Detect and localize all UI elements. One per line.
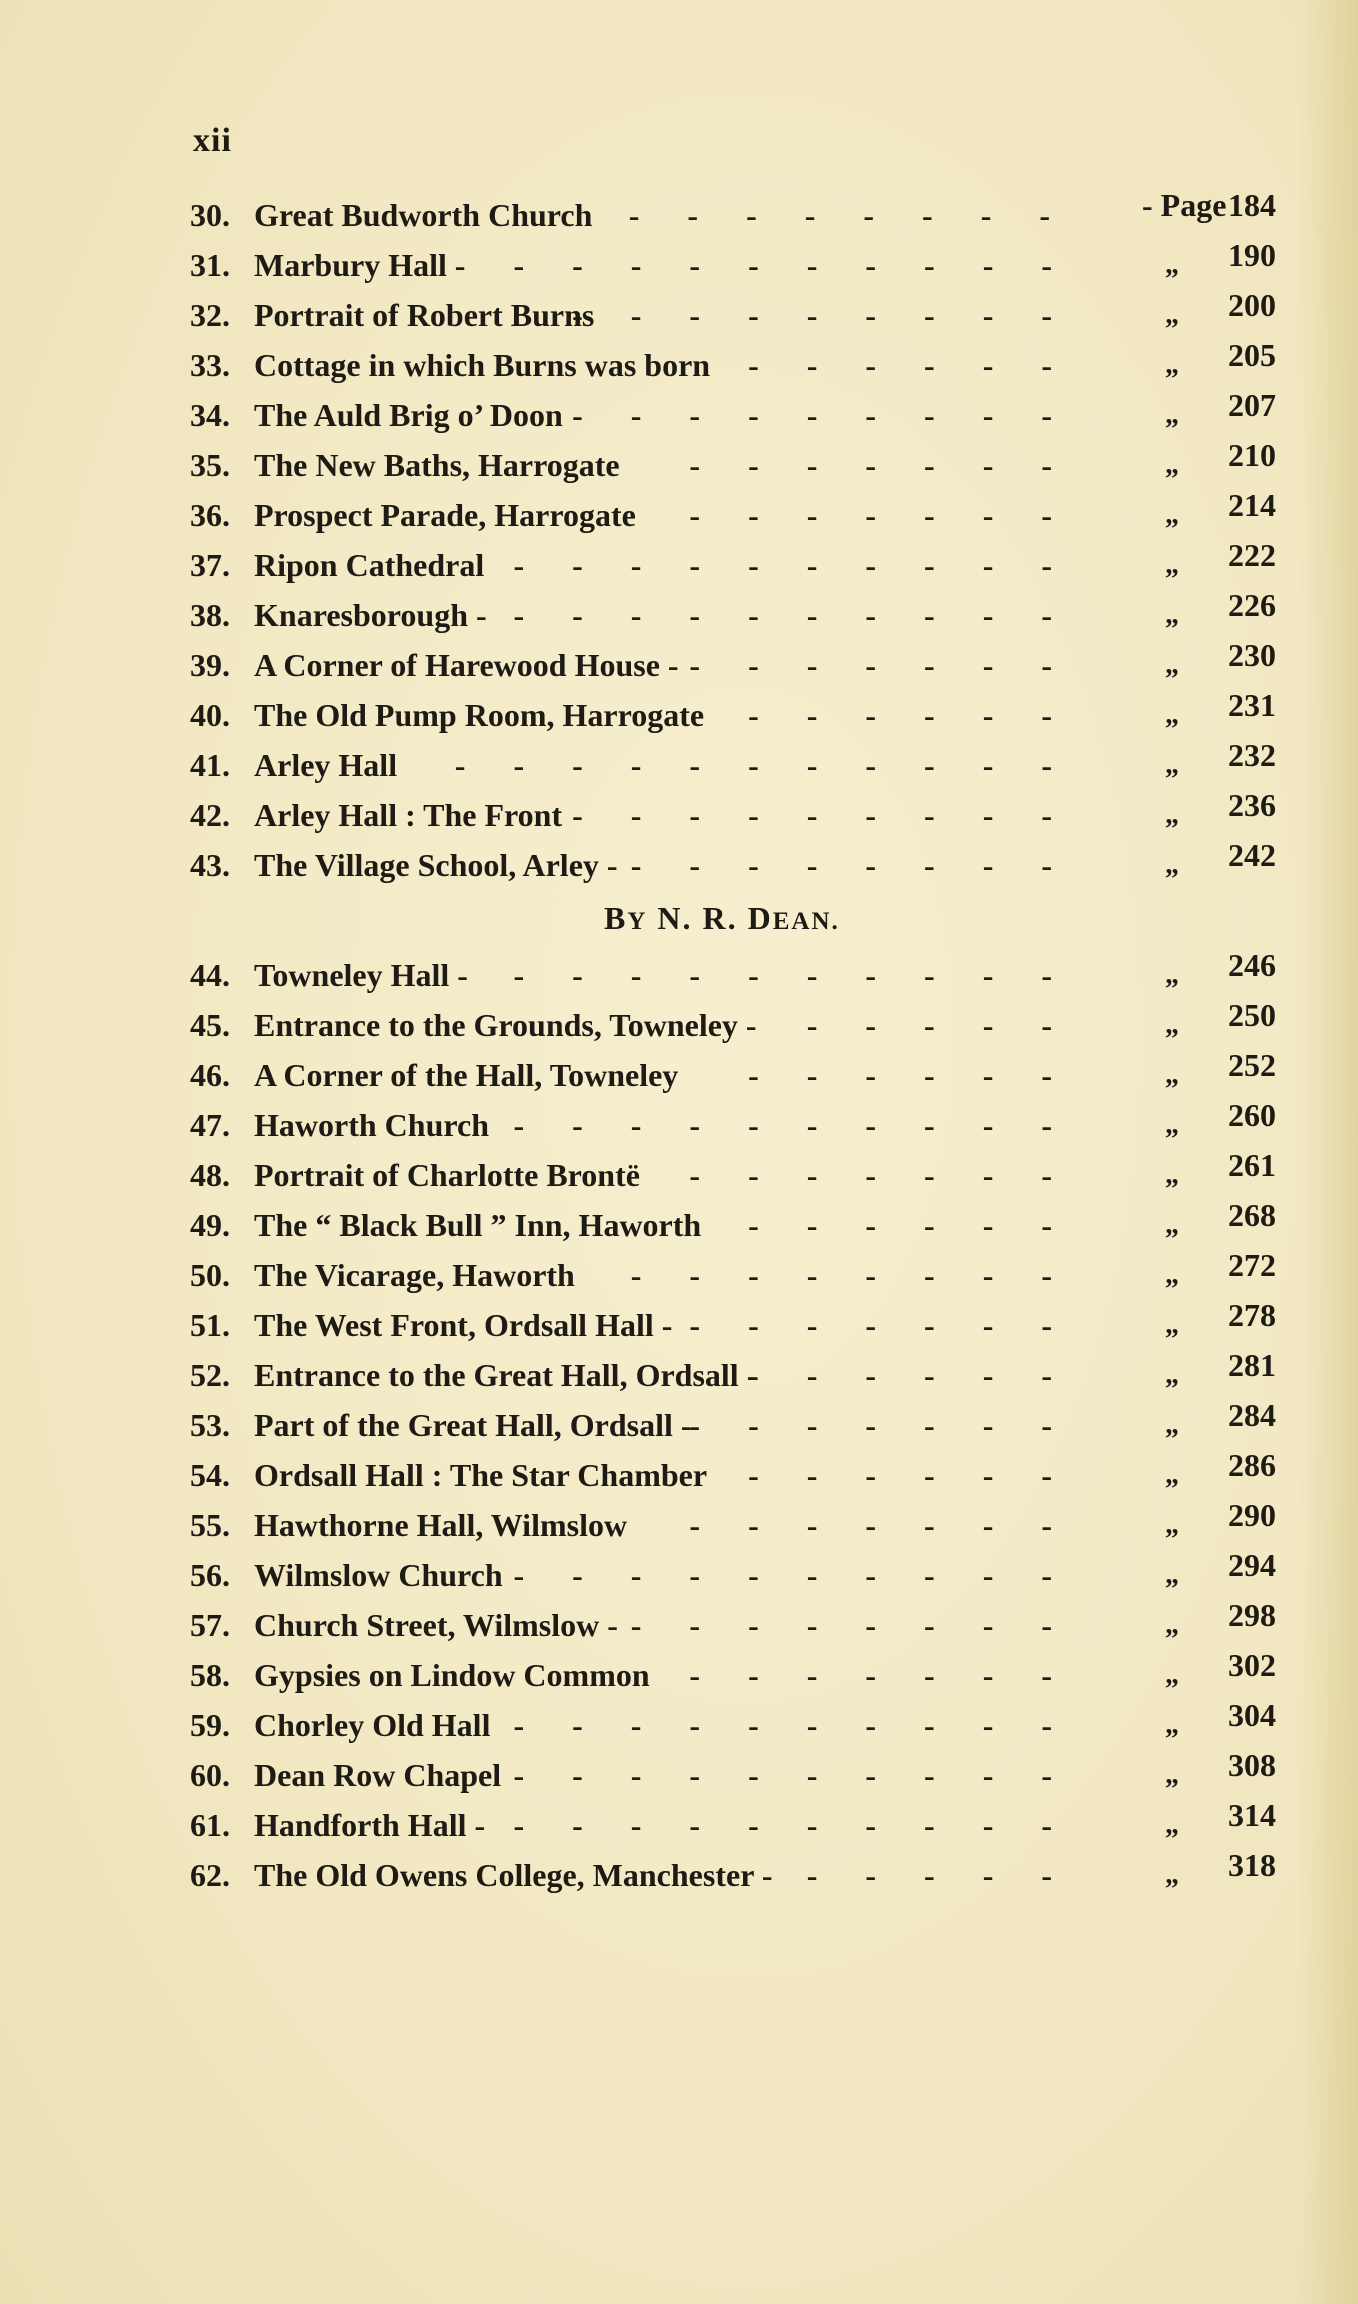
dot-leader: - - - - - - bbox=[748, 1057, 1072, 1093]
heading-by-rest: Y bbox=[627, 908, 648, 935]
list-item bbox=[190, 287, 1290, 340]
entry-number: 43. bbox=[190, 847, 230, 883]
entry-number: 49. bbox=[190, 1207, 230, 1243]
ditto-mark: „ bbox=[1165, 1509, 1179, 1540]
ditto-mark: „ bbox=[1165, 499, 1179, 530]
entry-title: The Old Pump Room, Harrogate bbox=[254, 697, 705, 733]
entry-title: Church Street, Wilmslow - bbox=[254, 1607, 618, 1643]
dot-leader: - - - - - - bbox=[748, 1357, 1072, 1393]
ditto-mark: „ bbox=[1165, 1559, 1179, 1590]
ditto-mark: „ bbox=[1165, 249, 1179, 280]
dot-leader: - - - - - - - - bbox=[630, 1257, 1072, 1293]
entry-page: 246 bbox=[1228, 947, 1276, 983]
entry-number: 54. bbox=[190, 1457, 230, 1493]
entry-page: 284 bbox=[1228, 1397, 1276, 1433]
list-item bbox=[190, 387, 1290, 440]
entry-number: 50. bbox=[190, 1257, 230, 1293]
dot-leader: - - - - - - - - - bbox=[572, 797, 1072, 833]
entry-number: 52. bbox=[190, 1357, 230, 1393]
list-item bbox=[190, 1097, 1290, 1150]
list-item bbox=[190, 1397, 1290, 1450]
entry-title: Portrait of Robert Burns bbox=[254, 297, 595, 333]
entry-page: 190 bbox=[1228, 237, 1276, 273]
entry-title: Knaresborough - bbox=[254, 597, 487, 633]
entry-page: 214 bbox=[1228, 487, 1276, 523]
ditto-mark: „ bbox=[1165, 1709, 1179, 1740]
section-heading bbox=[604, 900, 840, 937]
dot-leader: - - - - - - - - - - bbox=[513, 1757, 1072, 1793]
dot-leader: - - - - - - - - bbox=[630, 847, 1072, 883]
entry-number: 55. bbox=[190, 1507, 230, 1543]
ditto-mark: „ bbox=[1165, 1459, 1179, 1490]
ditto-mark: „ bbox=[1165, 549, 1179, 580]
ditto-mark: „ bbox=[1165, 1059, 1179, 1090]
dot-leader: - - - - - - - - - bbox=[572, 397, 1072, 433]
ditto-mark: „ bbox=[1165, 1109, 1179, 1140]
heading-name-rest: EAN. bbox=[772, 908, 840, 935]
dot-leader: - - - - - - - bbox=[689, 1507, 1072, 1543]
dot-leader: - - - - - - - bbox=[689, 1407, 1072, 1443]
entry-page: 232 bbox=[1228, 737, 1276, 773]
entry-title: Towneley Hall - bbox=[254, 957, 468, 993]
entry-page: 304 bbox=[1228, 1697, 1276, 1733]
list-item bbox=[190, 837, 1290, 890]
entry-title: The Village School, Arley - bbox=[254, 847, 618, 883]
entry-title: Marbury Hall bbox=[254, 247, 447, 283]
ditto-mark: „ bbox=[1165, 1359, 1179, 1390]
entry-number: 62. bbox=[190, 1857, 230, 1893]
entry-number: 48. bbox=[190, 1157, 230, 1193]
heading-initials: N. R. bbox=[657, 900, 738, 936]
ditto-mark: „ bbox=[1165, 1609, 1179, 1640]
list-item bbox=[190, 537, 1290, 590]
list-item bbox=[190, 1347, 1290, 1400]
list-item bbox=[190, 437, 1290, 490]
entry-number: 32. bbox=[190, 297, 230, 333]
entry-page: 231 bbox=[1228, 687, 1276, 723]
entry-title: Ripon Cathedral bbox=[254, 547, 485, 583]
list-item bbox=[190, 687, 1290, 740]
entry-number: 33. bbox=[190, 347, 230, 383]
entry-number: 42. bbox=[190, 797, 230, 833]
dot-leader: - - - - - bbox=[806, 1007, 1072, 1043]
list-item bbox=[190, 187, 1290, 240]
entry-number: 41. bbox=[190, 747, 230, 783]
entry-title: Entrance to the Grounds, Towneley - bbox=[254, 1007, 757, 1043]
dot-leader: - - - - - bbox=[806, 1857, 1072, 1893]
list-item bbox=[190, 1797, 1290, 1850]
ditto-mark: „ bbox=[1165, 599, 1179, 630]
ditto-mark: „ bbox=[1165, 1759, 1179, 1790]
entry-title: Great Budworth Church bbox=[254, 197, 593, 233]
ditto-mark: „ bbox=[1165, 399, 1179, 430]
ditto-mark: „ bbox=[1165, 699, 1179, 730]
entry-title: The “ Black Bull ” Inn, Haworth bbox=[254, 1207, 702, 1243]
ditto-mark: „ bbox=[1165, 449, 1179, 480]
list-item bbox=[190, 637, 1290, 690]
list-item bbox=[190, 947, 1290, 1000]
entry-page: 314 bbox=[1228, 1797, 1276, 1833]
dot-leader: - - - - - - - - bbox=[628, 197, 1070, 233]
entry-page: 290 bbox=[1228, 1497, 1276, 1533]
ditto-mark: „ bbox=[1165, 959, 1179, 990]
ditto-mark: „ bbox=[1165, 299, 1179, 330]
entry-title: A Corner of the Hall, Towneley bbox=[254, 1057, 679, 1093]
dot-leader: - - - - - - - - - - - bbox=[454, 747, 1072, 783]
entry-page: 226 bbox=[1228, 587, 1276, 623]
entry-title: The Vicarage, Haworth bbox=[254, 1257, 575, 1293]
entry-title: Handforth Hall - bbox=[254, 1807, 486, 1843]
list-item bbox=[190, 1697, 1290, 1750]
entry-page: 184 bbox=[1228, 187, 1276, 223]
list-item bbox=[190, 1847, 1290, 1900]
list-item bbox=[190, 1597, 1290, 1650]
entry-number: 39. bbox=[190, 647, 230, 683]
list-item bbox=[190, 997, 1290, 1050]
entry-number: 57. bbox=[190, 1607, 230, 1643]
ditto-mark: „ bbox=[1165, 649, 1179, 680]
dot-leader: - - - - - - - bbox=[689, 647, 1072, 683]
dot-leader: - - - - - - - bbox=[689, 1307, 1072, 1343]
ditto-mark: „ bbox=[1165, 849, 1179, 880]
entry-page: 298 bbox=[1228, 1597, 1276, 1633]
list-item bbox=[190, 1297, 1290, 1350]
list-item bbox=[190, 1047, 1290, 1100]
heading-name-initial: D bbox=[747, 900, 773, 936]
entry-title: Hawthorne Hall, Wilmslow bbox=[254, 1507, 628, 1543]
dot-leader: - - - - - - bbox=[748, 1457, 1072, 1493]
entry-number: 51. bbox=[190, 1307, 230, 1343]
dot-leader: - - - - - - - - - - bbox=[513, 957, 1072, 993]
ditto-mark: „ bbox=[1165, 1259, 1179, 1290]
entry-number: 58. bbox=[190, 1657, 230, 1693]
entry-page: 222 bbox=[1228, 537, 1276, 573]
dot-leader: - - - - - - - bbox=[689, 447, 1072, 483]
entry-page: 308 bbox=[1228, 1747, 1276, 1783]
page-label: - Page bbox=[1142, 187, 1227, 223]
ditto-mark: „ bbox=[1165, 1309, 1179, 1340]
heading-by-initial: B bbox=[604, 900, 628, 936]
dot-leader: - - - - - - - - - - bbox=[513, 1707, 1072, 1743]
dot-leader: - - - - - - - bbox=[689, 1157, 1072, 1193]
entry-title: Wilmslow Church bbox=[254, 1557, 503, 1593]
entry-title: Haworth Church bbox=[254, 1107, 489, 1143]
entry-page: 318 bbox=[1228, 1847, 1276, 1883]
list-item bbox=[190, 1247, 1290, 1300]
dot-leader: - - - - - - - - - - bbox=[513, 597, 1072, 633]
entry-number: 44. bbox=[190, 957, 230, 993]
dot-leader: - - - - - - bbox=[748, 697, 1072, 733]
entry-number: 53. bbox=[190, 1407, 230, 1443]
entry-title: Ordsall Hall : The Star Chamber bbox=[254, 1457, 708, 1493]
entry-page: 294 bbox=[1228, 1547, 1276, 1583]
entry-number: 30. bbox=[190, 197, 230, 233]
dot-leader: - - - - - - - - - - bbox=[513, 547, 1072, 583]
dot-leader: - - - - - - - bbox=[689, 1657, 1072, 1693]
entry-title: Arley Hall : The Front bbox=[254, 797, 563, 833]
dot-leader: - - - - - - - - - - bbox=[513, 1107, 1072, 1143]
entry-title: The New Baths, Harrogate bbox=[254, 447, 620, 483]
entry-number: 61. bbox=[190, 1807, 230, 1843]
entry-number: 46. bbox=[190, 1057, 230, 1093]
entry-number: 45. bbox=[190, 1007, 230, 1043]
dot-leader: - - - - - - - - - bbox=[572, 297, 1072, 333]
list-item bbox=[190, 1547, 1290, 1600]
dot-leader: - - - - - - bbox=[748, 347, 1072, 383]
entry-page: 200 bbox=[1228, 287, 1276, 323]
entry-number: 59. bbox=[190, 1707, 230, 1743]
entry-title: The Auld Brig o’ Doon bbox=[254, 397, 563, 433]
entry-number: 47. bbox=[190, 1107, 230, 1143]
entry-page: 272 bbox=[1228, 1247, 1276, 1283]
entry-page: 268 bbox=[1228, 1197, 1276, 1233]
ditto-mark: „ bbox=[1165, 799, 1179, 830]
entry-page: 236 bbox=[1228, 787, 1276, 823]
entry-number: 40. bbox=[190, 697, 230, 733]
entry-page: 250 bbox=[1228, 997, 1276, 1033]
ditto-mark: „ bbox=[1165, 1809, 1179, 1840]
list-item bbox=[190, 1647, 1290, 1700]
entry-page: 261 bbox=[1228, 1147, 1276, 1183]
entry-title: The Old Owens College, Manchester - bbox=[254, 1857, 773, 1893]
dot-leader: - - - - - - - - - - bbox=[513, 1557, 1072, 1593]
ditto-mark: „ bbox=[1165, 1009, 1179, 1040]
ditto-mark: „ bbox=[1165, 1159, 1179, 1190]
spine-shadow bbox=[1298, 0, 1358, 2304]
list-item bbox=[190, 337, 1290, 390]
entry-page: 252 bbox=[1228, 1047, 1276, 1083]
entry-page: 260 bbox=[1228, 1097, 1276, 1133]
ditto-mark: „ bbox=[1165, 1859, 1179, 1890]
entry-title: Portrait of Charlotte Brontë bbox=[254, 1157, 640, 1193]
entry-title: A Corner of Harewood House - bbox=[254, 647, 679, 683]
dot-leader: - - - - - - - - - - bbox=[513, 1807, 1072, 1843]
entry-title: The West Front, Ordsall Hall - bbox=[254, 1307, 673, 1343]
list-item bbox=[190, 487, 1290, 540]
entry-title: Part of the Great Hall, Ordsall - bbox=[254, 1407, 692, 1443]
entry-page: 207 bbox=[1228, 387, 1276, 423]
list-item bbox=[190, 1197, 1290, 1250]
entry-number: 38. bbox=[190, 597, 230, 633]
dot-leader: - - - - - - - - bbox=[630, 1607, 1072, 1643]
entry-title: Dean Row Chapel bbox=[254, 1757, 502, 1793]
entry-title: Gypsies on Lindow Common bbox=[254, 1657, 650, 1693]
entry-page: 230 bbox=[1228, 637, 1276, 673]
list-item bbox=[190, 1447, 1290, 1500]
entry-page: 242 bbox=[1228, 837, 1276, 873]
entry-number: 31. bbox=[190, 247, 230, 283]
list-item bbox=[190, 1147, 1290, 1200]
dot-leader: - - - - - - - - - - - bbox=[454, 247, 1072, 283]
dot-leader: - - - - - - - bbox=[689, 497, 1072, 533]
list-item bbox=[190, 787, 1290, 840]
list-item bbox=[190, 1497, 1290, 1550]
page-number: xii bbox=[193, 122, 232, 159]
list-item bbox=[190, 587, 1290, 640]
entry-title: Cottage in which Burns was born bbox=[254, 347, 711, 383]
entry-title: Arley Hall bbox=[254, 747, 398, 783]
entry-page: 205 bbox=[1228, 337, 1276, 373]
ditto-mark: „ bbox=[1165, 749, 1179, 780]
dot-leader: - - - - - - bbox=[748, 1207, 1072, 1243]
entry-number: 34. bbox=[190, 397, 230, 433]
entry-number: 36. bbox=[190, 497, 230, 533]
entry-number: 37. bbox=[190, 547, 230, 583]
ditto-mark: „ bbox=[1165, 1659, 1179, 1690]
list-item bbox=[190, 1747, 1290, 1800]
entry-number: 60. bbox=[190, 1757, 230, 1793]
entry-title: Entrance to the Great Hall, Ordsall - bbox=[254, 1357, 758, 1393]
entry-title: Chorley Old Hall bbox=[254, 1707, 491, 1743]
entry-page: 302 bbox=[1228, 1647, 1276, 1683]
entry-number: 35. bbox=[190, 447, 230, 483]
entry-page: 278 bbox=[1228, 1297, 1276, 1333]
list-item bbox=[190, 737, 1290, 790]
ditto-mark: „ bbox=[1165, 1409, 1179, 1440]
ditto-mark: „ bbox=[1165, 1209, 1179, 1240]
entry-title: Prospect Parade, Harrogate bbox=[254, 497, 636, 533]
entry-page: 286 bbox=[1228, 1447, 1276, 1483]
list-item bbox=[190, 237, 1290, 290]
entry-page: 210 bbox=[1228, 437, 1276, 473]
ditto-mark: „ bbox=[1165, 349, 1179, 380]
entry-page: 281 bbox=[1228, 1347, 1276, 1383]
entry-number: 56. bbox=[190, 1557, 230, 1593]
